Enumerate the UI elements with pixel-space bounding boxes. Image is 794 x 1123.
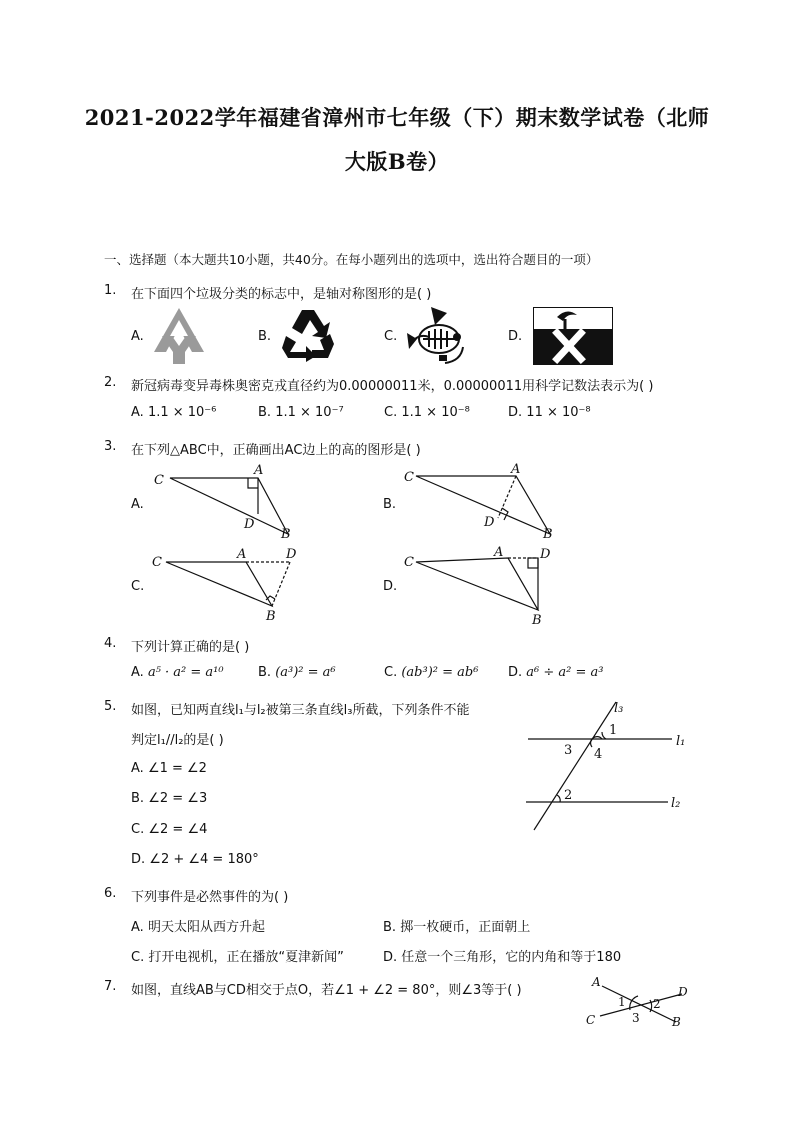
q3a-label-a: A (254, 463, 264, 478)
q6-option-a (131, 916, 265, 935)
q6-option-c-text: 打开电视机，正在播放“夏津新闻” (148, 950, 344, 965)
q2-option-c (384, 405, 470, 420)
q6-option-d (383, 946, 621, 965)
q4-option-d (508, 665, 604, 680)
q5-label-l2: l₂ (671, 796, 681, 811)
q4-option-b (258, 665, 336, 680)
q7-label-angle3: 3 (632, 1011, 640, 1025)
q6-option-b-label: B. (383, 920, 397, 935)
q1-option-d-label: D. (508, 329, 523, 344)
q1-number: 1. (104, 283, 117, 298)
q7-label-a: A (592, 975, 601, 989)
q1-option-b-label: B. (258, 329, 272, 344)
q3-option-b-label: B. (383, 497, 397, 512)
q3-option-a-label: A. (131, 497, 144, 512)
q6-stem: 下列事件是必然事件的为( ) (131, 890, 289, 905)
q4-option-c-label: C. (384, 665, 398, 680)
q3-option-d-label: D. (383, 579, 398, 594)
q3-stem: 在下列△ABC中，正确画出AC边上的高的图形是( ) (131, 443, 421, 458)
q3b-label-c: C (404, 470, 414, 485)
q7-label-b: B (672, 1015, 681, 1029)
q4-option-a-label: A. (131, 665, 144, 680)
q7-label-c: C (586, 1013, 596, 1027)
q5-option-a-label: A. (131, 761, 144, 776)
q4-stem: 下列计算正确的是( ) (131, 640, 250, 655)
q5-option-a (131, 761, 207, 776)
q4-option-a (131, 665, 224, 680)
q6-option-a-label: A. (131, 920, 144, 935)
q3-option-c-label: C. (131, 579, 145, 594)
q3a-label-c: C (154, 473, 164, 488)
q3-figure-d (400, 544, 560, 628)
q3d-label-b: B (532, 613, 542, 628)
q1-option-c-label: C. (384, 329, 398, 344)
q3a-label-b: B (281, 527, 291, 542)
q3c-label-d: D (286, 547, 297, 562)
q3d-label-c: C (404, 555, 414, 570)
q6-option-d-text: 任意一个三角形，它的内角和等于180 (401, 950, 622, 965)
q5-label-l1: l₁ (676, 734, 686, 749)
q5-option-c (131, 822, 207, 837)
q3b-label-b: B (543, 527, 553, 542)
q6-option-b (383, 916, 530, 935)
q5-option-b (131, 791, 207, 806)
q4-option-b-text: (a³)² = a⁶ (275, 665, 336, 680)
q5-option-d (131, 852, 259, 867)
q3d-label-a: A (494, 545, 504, 560)
q3d-label-d: D (540, 547, 551, 562)
hazard-waste-icon (152, 306, 206, 366)
q3c-label-a: A (237, 547, 247, 562)
q6-option-a-text: 明天太阳从西方升起 (147, 920, 265, 935)
q3c-label-c: C (152, 555, 162, 570)
q4-option-c (384, 665, 478, 680)
q5-label-l3: l₃ (614, 701, 624, 716)
q2-option-b-text: 1.1 × 10⁻⁷ (275, 405, 344, 420)
q4-option-b-label: B. (258, 665, 272, 680)
q5-option-a-text: ∠1 = ∠2 (147, 761, 207, 776)
q2-option-a (131, 405, 216, 420)
q5-option-c-label: C. (131, 822, 145, 837)
q2-option-d-label: D. (508, 405, 523, 420)
q5-label-angle2: 2 (564, 788, 573, 803)
q5-option-b-text: ∠2 = ∠3 (148, 791, 208, 806)
q6-option-c-label: C. (131, 950, 145, 965)
q6-number: 6. (104, 886, 117, 901)
q3-number: 3. (104, 439, 117, 454)
q7-label-angle2: 2 (653, 997, 661, 1011)
q7-stem: 如图，直线AB与CD相交于点O，若∠1 + ∠2 = 80°，则∠3等于( ) (131, 983, 522, 998)
section-header: 一、选择题（本大题共10小题，共40分。在每小题列出的选项中，选出符合题目的一项） (104, 252, 599, 267)
q2-option-a-label: A. (131, 405, 144, 420)
recycle-icon (280, 306, 336, 362)
q5-number: 5. (104, 699, 117, 714)
q4-option-d-text: a⁶ ÷ a² = a³ (526, 665, 604, 680)
q5-label-angle4: 4 (594, 747, 603, 762)
q3b-label-d: D (484, 515, 495, 530)
q7-number: 7. (104, 979, 117, 994)
q7-label-angle1: 1 (618, 995, 626, 1009)
q5-label-angle3: 3 (564, 743, 573, 758)
q2-option-b (258, 405, 344, 420)
exam-title-line2: 大版B卷） (344, 149, 450, 174)
q2-option-a-text: 1.1 × 10⁻⁶ (147, 405, 217, 420)
q5-option-d-label: D. (131, 852, 146, 867)
q6-option-b-text: 掷一枚硬币，正面朝上 (400, 920, 531, 935)
q2-option-b-label: B. (258, 405, 272, 420)
q3c-label-b: B (266, 609, 276, 624)
q3-figure-b (400, 462, 560, 542)
q5-stem-line1: 如图，已知两直线l₁与l₂被第三条直线l₃所截，下列条件不能 (131, 703, 470, 718)
q3b-label-a: A (511, 462, 521, 477)
q6-option-d-label: D. (383, 950, 398, 965)
q2-option-c-label: C. (384, 405, 398, 420)
q2-option-d (508, 405, 591, 420)
q4-option-d-label: D. (508, 665, 523, 680)
q7-figure (580, 972, 700, 1034)
q1-stem: 在下面四个垃圾分类的标志中，是轴对称图形的是( ) (131, 287, 432, 302)
q4-option-a-text: a⁵ · a² = a¹⁰ (147, 665, 224, 680)
q4-number: 4. (104, 636, 117, 651)
q3-figure-c (148, 544, 308, 624)
q5-option-b-label: B. (131, 791, 145, 806)
q5-option-c-text: ∠2 = ∠4 (148, 822, 208, 837)
q3a-label-d: D (244, 517, 255, 532)
q7-label-d: D (678, 985, 688, 999)
q2-option-d-text: 11 × 10⁻⁸ (526, 405, 591, 420)
kitchen-waste-icon (405, 303, 467, 367)
q2-stem: 新冠病毒变异毒株奥密克戎直径约为0.00000011米，0.00000011用科学记数法表示为( ) (131, 379, 654, 394)
q2-option-c-text: 1.1 × 10⁻⁸ (401, 405, 470, 420)
q4-option-c-text: (ab³)² = ab⁶ (401, 665, 479, 680)
q6-option-c (131, 946, 344, 965)
q5-option-d-text: ∠2 + ∠4 = 180° (149, 852, 259, 867)
q5-figure (520, 696, 700, 836)
q5-label-angle1: 1 (609, 723, 618, 738)
q1-option-a-label: A. (131, 329, 144, 344)
q3-figure-a (148, 462, 298, 542)
other-waste-icon (533, 307, 613, 365)
q5-stem-line2: 判定l₁//l₂的是( ) (131, 733, 224, 748)
exam-title-line1: 2021-2022学年福建省漳州市七年级（下）期末数学试卷（北师 (84, 105, 710, 130)
q2-number: 2. (104, 375, 117, 390)
